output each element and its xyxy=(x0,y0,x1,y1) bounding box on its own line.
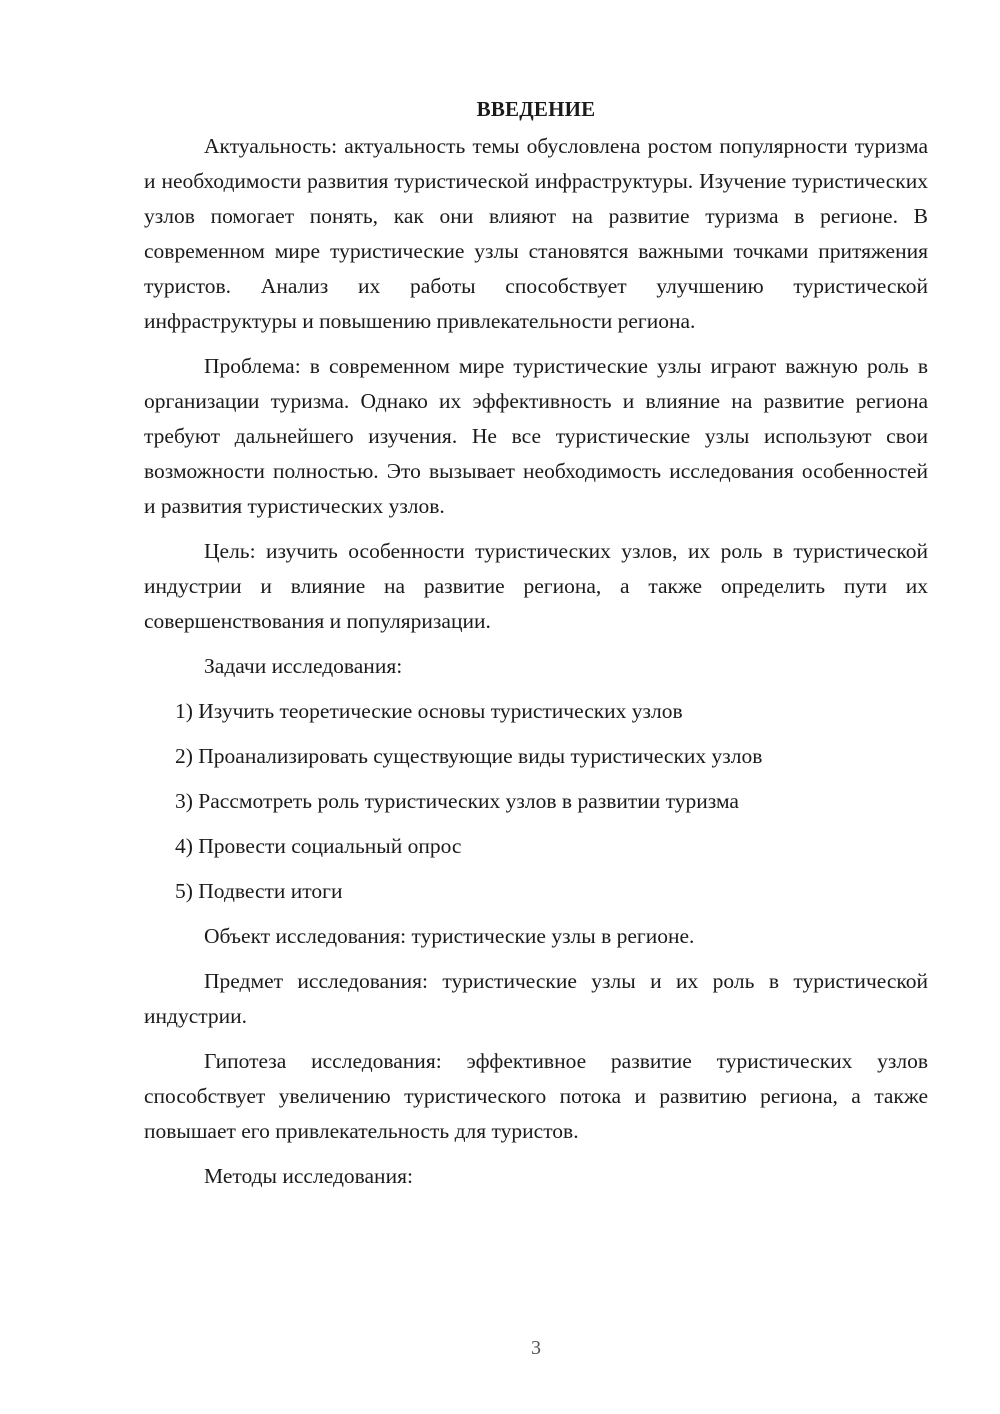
paragraph-relevance: Актуальность: актуальность темы обусловлена ростом популярности туризма и необходимости развития туристической инфраструктуры. Изучение туристических узлов помогает понять, как они влияют на развитие туризма в регионе. В современном мире туристические узлы становятся важными точками притяжения туристов. Анализ их работы способствует улучшению туристической инфраструктуры и повышению привлекательности региона. xyxy=(144,134,928,333)
page-number: 3 xyxy=(531,1337,541,1359)
paragraph-goal: Цель: изучить особенности туристических узлов, их роль в туристической индустрии и влияние на развитие региона, а также определить пути их совершенствования и популяризации. xyxy=(144,539,928,633)
tasks-list xyxy=(144,694,928,909)
paragraph-subject: Предмет исследования: туристические узлы и их роль в туристической индустрии. xyxy=(144,969,928,1028)
paragraph-hypothesis: Гипотеза исследования: эффективное развитие туристических узлов способствует увеличению туристического потока и развитию региона, а также повышает его привлекательность для туристов. xyxy=(144,1049,928,1143)
task-item: 3) Рассмотреть роль туристических узлов в развитии туризма xyxy=(175,789,739,813)
task-item: 5) Подвести итоги xyxy=(175,879,343,903)
document-body xyxy=(144,92,928,1204)
methods-title: Методы исследования: xyxy=(204,1164,413,1188)
task-item: 2) Проанализировать существующие виды туристических узлов xyxy=(175,744,763,768)
task-item: 1) Изучить теоретические основы туристических узлов xyxy=(175,699,683,723)
section-heading: ВВЕДЕНИЕ xyxy=(476,97,596,121)
tasks-title: Задачи исследования: xyxy=(204,654,403,678)
task-item: 4) Провести социальный опрос xyxy=(175,834,462,858)
paragraph-problem: Проблема: в современном мире туристические узлы играют важную роль в организации туризма. Однако их эффективность и влияние на развитие региона требуют дальнейшего изучения. Не все туристические узлы используют свои возможности полностью. Это вызывает необходимость исследования особенностей и развития туристических узлов. xyxy=(144,354,928,518)
paragraph-object: Объект исследования: туристические узлы в регионе. xyxy=(204,924,695,948)
